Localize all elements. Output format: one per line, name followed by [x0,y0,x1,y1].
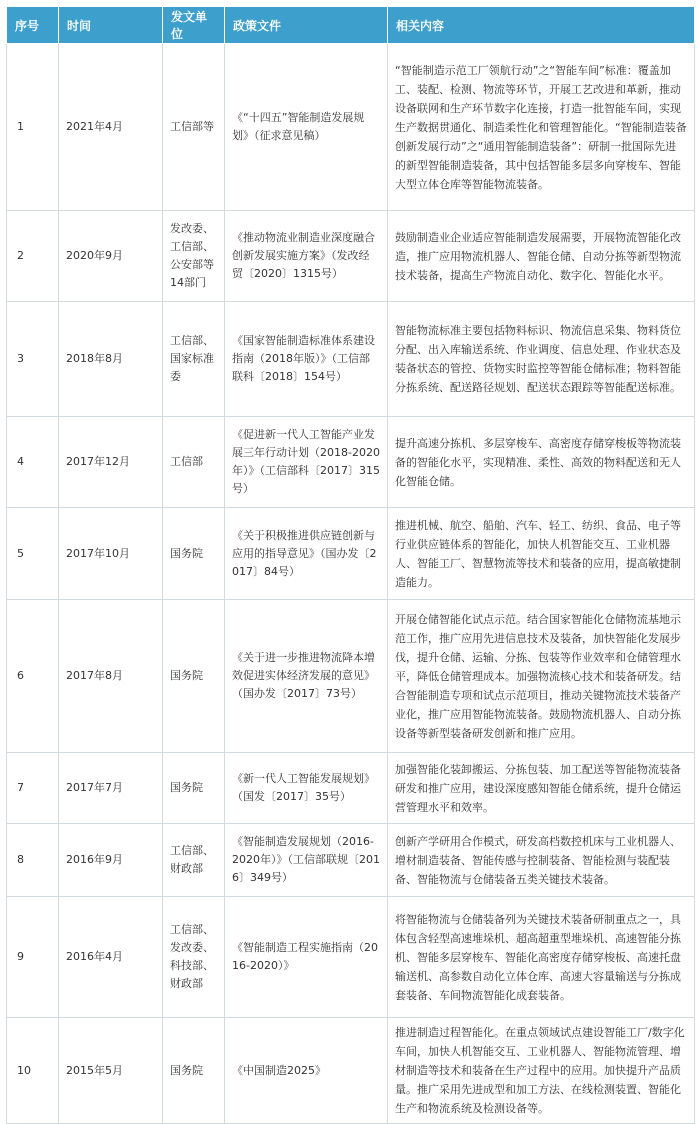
cell-time: 2018年8月 [59,302,163,417]
header-doc: 政策文件 [225,7,388,44]
cell-unit: 工信部、国家标准委 [163,302,225,417]
cell-unit: 国务院 [163,1018,225,1124]
cell-content: 推进制造过程智能化。在重点领域试点建设智能工厂/数字化车间，加快人机智能交互、工业机器人、智能物流管理、增材制造等技术和装备在生产过程中的应用。加快提升产品质量。推广采用先进成型和加工方法、在线检测装置、智能化生产和物流系统及检测设备等。 [388,1018,695,1124]
cell-no: 8 [7,824,59,897]
cell-doc: 《智能制造发展规划（2016-2020年）》（工信部联规〔2016〕349号） [225,824,388,897]
cell-doc: 《国家智能制造标准体系建设指南（2018年版）》（工信部联科〔2018〕154号） [225,302,388,417]
cell-no: 6 [7,600,59,753]
cell-content: 开展仓储智能化试点示范。结合国家智能化仓储物流基地示范工作，推广应用先进信息技术及装备，加快智能化发展步伐，提升仓储、运输、分拣、包装等作业效率和仓储管理水平，降低仓储管理成本。加强物流核心技术和装备研发。结合智能制造专项和试点示范项目，推动关键物流技术装备产业化，推广应用智能物流装备。鼓励物流机器人、自动分拣设备等新型装备研发创新和推广应用。 [388,600,695,753]
cell-unit: 工信部等 [163,44,225,211]
table-row [7,302,695,417]
table-row [7,600,695,753]
table-row [7,1018,695,1124]
cell-unit: 国务院 [163,753,225,824]
cell-no: 2 [7,211,59,302]
cell-doc: 《中国制造2025》 [225,1018,388,1124]
cell-doc: 《新一代人工智能发展规划》（国发〔2017〕35号） [225,753,388,824]
cell-content: “智能制造示范工厂领航行动”之“智能车间”标准：覆盖加工、装配、检测、物流等环节，开展工艺改进和革新，推动设备联网和生产环节数字化连接，打造一批智能车间，实现生产数据贯通化、制造柔性化和管理智能化。“智能制造装备创新发展行动”之“通用智能制造装备”：研制一批国际先进的新型智能制造装备，其中包括智能多层多向穿梭车、智能大型立体仓库等智能物流装备。 [388,44,695,211]
cell-content: 智能物流标准主要包括物料标识、物流信息采集、物料货位分配、出入库输送系统、作业调度、信息处理、作业状态及装备状态的管控、货物实时监控等智能仓储标准；物料智能分拣系统、配送路径规划、配送状态跟踪等智能配送标准。 [388,302,695,417]
cell-no: 5 [7,508,59,600]
cell-time: 2016年4月 [59,897,163,1018]
cell-doc: 《“十四五”智能制造发展规划》（征求意见稿） [225,44,388,211]
cell-no: 3 [7,302,59,417]
cell-no: 7 [7,753,59,824]
header-unit: 发文单位 [163,7,225,44]
cell-time: 2021年4月 [59,44,163,211]
cell-unit: 国务院 [163,600,225,753]
cell-no: 4 [7,417,59,508]
cell-unit: 工信部、发改委、科技部、财政部 [163,897,225,1018]
cell-unit: 发改委、工信部、公安部等14部门 [163,211,225,302]
header-time: 时间 [59,7,163,44]
policy-table [6,6,695,1124]
table-row [7,753,695,824]
table-row [7,897,695,1018]
cell-time: 2017年8月 [59,600,163,753]
cell-unit: 工信部、财政部 [163,824,225,897]
cell-content: 将智能物流与仓储装备列为关键技术装备研制重点之一，具体包含轻型高速堆垛机、超高超重型堆垛机、高速智能分拣机、智能多层穿梭车、智能化高密度存储穿梭板、高速托盘输送机、高参数自动化立体仓库、高速大容量输送与分拣成套装备、车间物流智能化成套装备。 [388,897,695,1018]
cell-time: 2020年9月 [59,211,163,302]
cell-time: 2016年9月 [59,824,163,897]
table-row [7,508,695,600]
cell-content: 创新产学研用合作模式，研发高档数控机床与工业机器人、增材制造装备、智能传感与控制装备、智能检测与装配装备、智能物流与仓储装备五类关键技术装备。 [388,824,695,897]
table-row [7,417,695,508]
cell-content: 鼓励制造业企业适应智能制造发展需要，开展物流智能化改造，推广应用物流机器人、智能仓储、自动分拣等新型物流技术装备，提高生产物流自动化、数字化、智能化水平。 [388,211,695,302]
table-row [7,824,695,897]
cell-doc: 《促进新一代人工智能产业发展三年行动计划（2018-2020年）》（工信部科〔2017〕315号） [225,417,388,508]
cell-time: 2017年7月 [59,753,163,824]
cell-content: 加强智能化装卸搬运、分拣包装、加工配送等智能物流装备研发和推广应用，建设深度感知智能仓储系统，提升仓储运营管理水平和效率。 [388,753,695,824]
cell-no: 9 [7,897,59,1018]
cell-doc: 《智能制造工程实施指南（2016-2020）》 [225,897,388,1018]
cell-doc: 《关于积极推进供应链创新与应用的指导意见》（国办发〔2017〕84号） [225,508,388,600]
cell-time: 2017年10月 [59,508,163,600]
table-row [7,44,695,211]
cell-time: 2017年12月 [59,417,163,508]
table-header [7,7,695,44]
cell-content: 推进机械、航空、船舶、汽车、轻工、纺织、食品、电子等行业供应链体系的智能化，加快人机智能交互、工业机器人、智能工厂、智慧物流等技术和装备的应用，提高敏捷制造能力。 [388,508,695,600]
table-row [7,211,695,302]
table-body [7,44,695,1124]
header-no: 序号 [7,7,59,44]
cell-content: 提升高速分拣机、多层穿梭车、高密度存储穿梭板等物流装备的智能化水平，实现精准、柔性、高效的物料配送和无人化智能仓储。 [388,417,695,508]
header-row [7,7,695,44]
cell-unit: 工信部 [163,417,225,508]
cell-no: 1 [7,44,59,211]
cell-time: 2015年5月 [59,1018,163,1124]
cell-doc: 《推动物流业制造业深度融合创新发展实施方案》（发改经贸〔2020〕1315号） [225,211,388,302]
cell-unit: 国务院 [163,508,225,600]
header-content: 相关内容 [388,7,695,44]
cell-no: 10 [7,1018,59,1124]
cell-doc: 《关于进一步推进物流降本增效促进实体经济发展的意见》（国办发〔2017〕73号） [225,600,388,753]
